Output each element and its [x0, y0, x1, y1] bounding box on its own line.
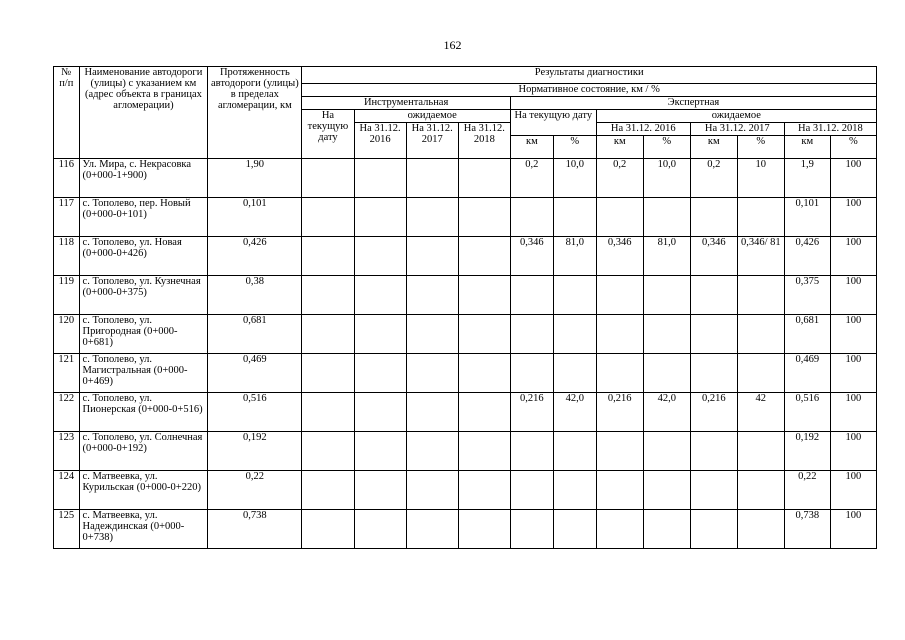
row-number: 118: [54, 237, 80, 276]
road-name: с. Тополево, ул. Магистральная (0+000-0+469): [79, 354, 208, 393]
exp-2018-km: 0,516: [784, 393, 830, 432]
instr-2017: [406, 471, 458, 510]
instr-2018: [458, 510, 510, 549]
row-number: 121: [54, 354, 80, 393]
table-row: [54, 237, 877, 276]
exp-2017-pct: 0,346/ 81: [737, 237, 784, 276]
exp-2016-km: [596, 315, 643, 354]
exp-2016-pct: [643, 471, 690, 510]
table-row: [54, 393, 877, 432]
instr-current: [302, 237, 354, 276]
exp-2017-km: [690, 198, 737, 237]
exp-2017-km: 0,216: [690, 393, 737, 432]
table-row: [54, 471, 877, 510]
row-number: 116: [54, 159, 80, 198]
exp-2018-km: 0,375: [784, 276, 830, 315]
exp-current-km: [510, 354, 553, 393]
instr-current: [302, 354, 354, 393]
exp-2017-km: [690, 432, 737, 471]
header-exp-current-date: На текущую дату: [510, 110, 596, 136]
exp-2018-pct: 100: [830, 432, 876, 471]
exp-2016-km: [596, 432, 643, 471]
exp-2016-pct: [643, 510, 690, 549]
exp-2017-km: [690, 510, 737, 549]
exp-2016-pct: 81,0: [643, 237, 690, 276]
exp-2016-km: 0,2: [596, 159, 643, 198]
road-length: 0,516: [208, 393, 302, 432]
exp-2018-km: 0,192: [784, 432, 830, 471]
table-row: [54, 198, 877, 237]
road-length: 0,192: [208, 432, 302, 471]
exp-2016-km: 0,346: [596, 237, 643, 276]
instr-2016: [354, 276, 406, 315]
exp-current-pct: [553, 276, 596, 315]
exp-2017-km: 0,346: [690, 237, 737, 276]
exp-2018-km: 0,681: [784, 315, 830, 354]
instr-2017: [406, 432, 458, 471]
instr-2017: [406, 159, 458, 198]
exp-2017-km: [690, 276, 737, 315]
page-number: 162: [443, 38, 462, 52]
exp-2018-km: 0,101: [784, 198, 830, 237]
instr-2016: [354, 198, 406, 237]
exp-2016-pct: [643, 276, 690, 315]
exp-current-km: [510, 276, 553, 315]
exp-2018-pct: 100: [830, 471, 876, 510]
instr-2016: [354, 237, 406, 276]
instr-2018: [458, 276, 510, 315]
header-unit-pct: %: [737, 136, 784, 159]
exp-2016-pct: 10,0: [643, 159, 690, 198]
road-length: 1,90: [208, 159, 302, 198]
header-unit-km: км: [784, 136, 830, 159]
exp-current-pct: 81,0: [553, 237, 596, 276]
road-length: 0,22: [208, 471, 302, 510]
header-number: № п/п: [54, 67, 80, 159]
table-row: [54, 354, 877, 393]
exp-2017-pct: [737, 354, 784, 393]
exp-current-pct: 42,0: [553, 393, 596, 432]
header-exp-year-2017: На 31.12. 2017: [690, 123, 784, 136]
exp-2016-pct: [643, 198, 690, 237]
header-instr-year-2016: На 31.12. 2016: [354, 123, 406, 159]
header-results: Результаты диагностики: [302, 67, 877, 84]
row-number: 117: [54, 198, 80, 237]
header-unit-km: км: [596, 136, 643, 159]
header-unit-pct: %: [553, 136, 596, 159]
instr-2018: [458, 159, 510, 198]
exp-current-km: [510, 315, 553, 354]
exp-2017-pct: [737, 510, 784, 549]
row-number: 124: [54, 471, 80, 510]
instr-2016: [354, 471, 406, 510]
instr-current: [302, 159, 354, 198]
exp-2018-pct: 100: [830, 198, 876, 237]
instr-current: [302, 471, 354, 510]
instr-2016: [354, 159, 406, 198]
exp-2016-km: [596, 510, 643, 549]
road-name: с. Тополево, ул. Пригородная (0+000-0+681): [79, 315, 208, 354]
instr-2017: [406, 393, 458, 432]
instr-current: [302, 315, 354, 354]
header-instr-current-date: На текущую дату: [302, 110, 354, 159]
instr-2018: [458, 471, 510, 510]
exp-2017-pct: [737, 315, 784, 354]
road-name: с. Матвеевка, ул. Надеждинская (0+000-0+738): [79, 510, 208, 549]
road-length: 0,426: [208, 237, 302, 276]
header-unit-pct: %: [830, 136, 876, 159]
row-number: 125: [54, 510, 80, 549]
instr-2016: [354, 432, 406, 471]
table-row: [54, 315, 877, 354]
table-row: [54, 276, 877, 315]
exp-2018-km: 0,22: [784, 471, 830, 510]
instr-2018: [458, 432, 510, 471]
road-length: 0,38: [208, 276, 302, 315]
exp-current-pct: [553, 510, 596, 549]
road-name: с. Тополево, ул. Пионерская (0+000-0+516): [79, 393, 208, 432]
instr-2018: [458, 315, 510, 354]
instr-current: [302, 510, 354, 549]
exp-current-km: [510, 432, 553, 471]
exp-2017-pct: 10: [737, 159, 784, 198]
instr-current: [302, 432, 354, 471]
instr-current: [302, 393, 354, 432]
exp-current-pct: [553, 198, 596, 237]
instr-2016: [354, 393, 406, 432]
header-unit-km: км: [690, 136, 737, 159]
header-instr-year-2017: На 31.12. 2017: [406, 123, 458, 159]
instr-2018: [458, 198, 510, 237]
exp-2017-km: [690, 315, 737, 354]
exp-2016-km: [596, 276, 643, 315]
exp-2017-km: [690, 471, 737, 510]
exp-current-pct: [553, 315, 596, 354]
instr-2016: [354, 510, 406, 549]
header-normative: Нормативное состояние, км / %: [302, 84, 877, 97]
instr-2018: [458, 237, 510, 276]
exp-2018-km: 0,469: [784, 354, 830, 393]
table-row: [54, 432, 877, 471]
row-number: 120: [54, 315, 80, 354]
instr-2017: [406, 354, 458, 393]
table-body: [54, 159, 877, 549]
exp-2017-km: [690, 354, 737, 393]
instr-2017: [406, 510, 458, 549]
exp-current-pct: 10,0: [553, 159, 596, 198]
instr-2017: [406, 315, 458, 354]
exp-2018-km: 1,9: [784, 159, 830, 198]
exp-current-km: [510, 510, 553, 549]
exp-2018-km: 0,738: [784, 510, 830, 549]
row-number: 122: [54, 393, 80, 432]
header-exp-year-2016: На 31.12. 2016: [596, 123, 690, 136]
exp-2018-pct: 100: [830, 354, 876, 393]
road-name: с. Тополево, ул. Солнечная (0+000-0+192): [79, 432, 208, 471]
table-row: [54, 159, 877, 198]
exp-2017-pct: [737, 432, 784, 471]
road-name: Ул. Мира, с. Некрасовка (0+000-1+900): [79, 159, 208, 198]
road-length: 0,469: [208, 354, 302, 393]
exp-2018-pct: 100: [830, 159, 876, 198]
exp-2017-pct: [737, 276, 784, 315]
instr-2018: [458, 393, 510, 432]
exp-current-pct: [553, 432, 596, 471]
header-instr-year-2018: На 31.12. 2018: [458, 123, 510, 159]
header-expert: Экспертная: [510, 97, 876, 110]
road-name: с. Матвеевка, ул. Курильская (0+000-0+220): [79, 471, 208, 510]
exp-2017-pct: [737, 198, 784, 237]
exp-2018-km: 0,426: [784, 237, 830, 276]
exp-2017-pct: 42: [737, 393, 784, 432]
exp-current-pct: [553, 471, 596, 510]
row-number: 123: [54, 432, 80, 471]
road-length: 0,681: [208, 315, 302, 354]
exp-2016-km: 0,216: [596, 393, 643, 432]
exp-2017-pct: [737, 471, 784, 510]
instr-2017: [406, 276, 458, 315]
exp-2016-pct: [643, 315, 690, 354]
header-instr-expected: ожидаемое: [354, 110, 510, 123]
diagnostics-table: [53, 66, 877, 549]
table-header: [54, 67, 877, 159]
header-road-name: Наименование автодороги (улицы) с указанием км (адрес объекта в границах агломерации): [79, 67, 208, 159]
header-unit-km: км: [510, 136, 553, 159]
exp-2016-km: [596, 198, 643, 237]
exp-2016-km: [596, 471, 643, 510]
road-length: 0,738: [208, 510, 302, 549]
header-instrumental: Инструментальная: [302, 97, 511, 110]
exp-current-pct: [553, 354, 596, 393]
road-name: с. Тополево, ул. Новая (0+000-0+426): [79, 237, 208, 276]
exp-current-km: 0,2: [510, 159, 553, 198]
exp-2018-pct: 100: [830, 510, 876, 549]
exp-2016-pct: [643, 432, 690, 471]
instr-2016: [354, 354, 406, 393]
exp-2016-km: [596, 354, 643, 393]
instr-current: [302, 276, 354, 315]
exp-2018-pct: 100: [830, 393, 876, 432]
instr-2017: [406, 237, 458, 276]
road-length: 0,101: [208, 198, 302, 237]
exp-2016-pct: 42,0: [643, 393, 690, 432]
exp-current-km: 0,346: [510, 237, 553, 276]
instr-2017: [406, 198, 458, 237]
exp-2016-pct: [643, 354, 690, 393]
exp-2018-pct: 100: [830, 315, 876, 354]
exp-current-km: [510, 198, 553, 237]
instr-2018: [458, 354, 510, 393]
exp-current-km: 0,216: [510, 393, 553, 432]
row-number: 119: [54, 276, 80, 315]
header-exp-expected: ожидаемое: [596, 110, 876, 123]
exp-2017-km: 0,2: [690, 159, 737, 198]
exp-2018-pct: 100: [830, 276, 876, 315]
instr-current: [302, 198, 354, 237]
table-row: [54, 510, 877, 549]
header-length: Протяженность автодороги (улицы) в пределах агломерации, км: [208, 67, 302, 159]
road-name: с. Тополево, пер. Новый (0+000-0+101): [79, 198, 208, 237]
instr-2016: [354, 315, 406, 354]
header-exp-year-2018: На 31.12. 2018: [784, 123, 876, 136]
exp-current-km: [510, 471, 553, 510]
header-unit-pct: %: [643, 136, 690, 159]
exp-2018-pct: 100: [830, 237, 876, 276]
road-name: с. Тополево, ул. Кузнечная (0+000-0+375): [79, 276, 208, 315]
